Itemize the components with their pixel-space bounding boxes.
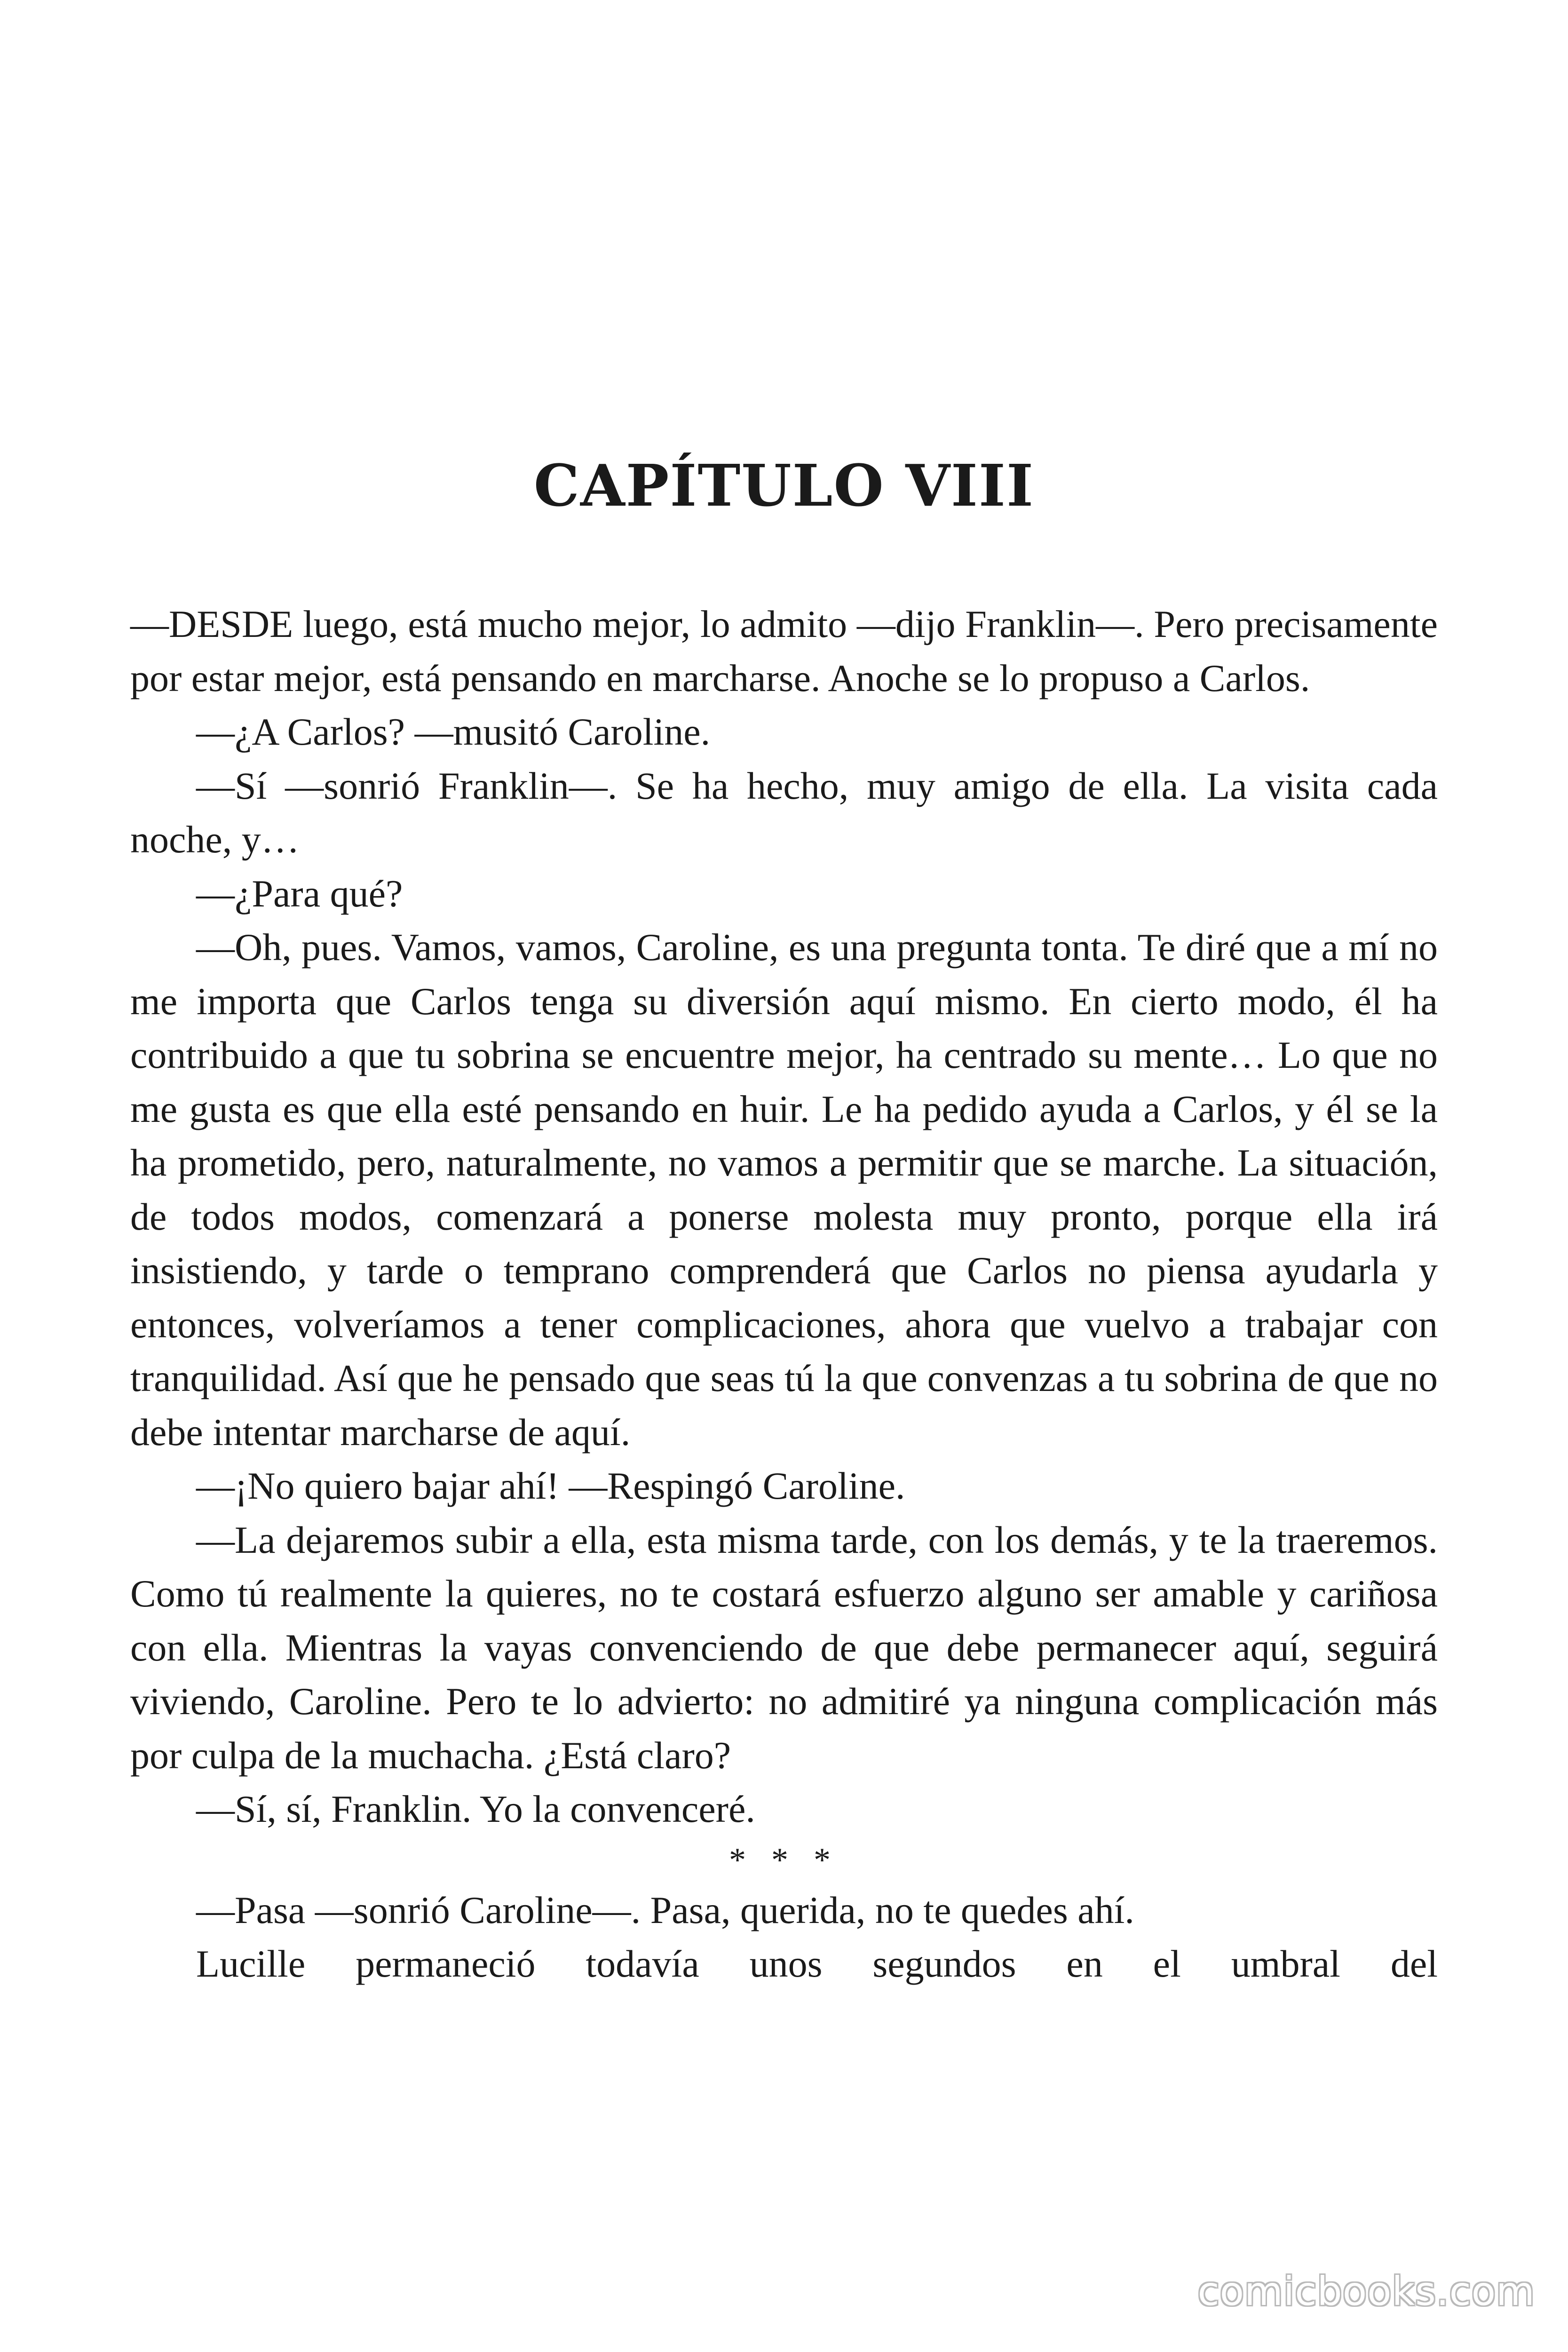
paragraph: —¿A Carlos? —musitó Caroline.	[196, 710, 711, 753]
paragraph: —Pasa —sonrió Caroline—. Pasa, querida, no te quedes ahí.	[196, 1888, 1134, 1931]
paragraph: —Oh, pues. Vamos, vamos, Caroline, es una pregunta tonta. Te diré que a mí no me importa que Carlos tenga su diversión aquí mismo. En cierto modo, él ha contribuido a que tu sobrina se encuentre mejor, ha centrado su mente… Lo que no me gusta es que ella esté pensando en huir. Le ha pedido ayuda a Carlos, y él se la ha prometido, pero, naturalmente, no vamos a permitir que se marche. La situación, de todos modos, comenzará a ponerse molesta muy pronto, porque ella irá insistiendo, y tarde o temprano comprenderá que Carlos no piensa ayudarla y entonces, volveríamos a tener complicaciones, ahora que vuelvo a trabajar con tranquilidad. Así que he pensado que seas tú la que convenzas a tu sobrina de que no debe intentar marcharse de aquí.	[130, 926, 1438, 1454]
chapter-body	[130, 597, 1438, 1991]
paragraph: Lucille permaneció todavía unos segundos en el umbral del	[196, 1942, 1438, 1985]
chapter-title: CAPÍTULO VIII	[533, 452, 1035, 519]
paragraph: —DESDE luego, está mucho mejor, lo admito —dijo Franklin—. Pero precisamente por estar mejor, está pensando en marcharse. Anoche se lo propuso a Carlos.	[130, 603, 1438, 699]
paragraph: —¿Para qué?	[196, 872, 403, 915]
paragraph: —La dejaremos subir a ella, esta misma tarde, con los demás, y te la traeremos. Como tú realmente la quieres, no te costará esfuerzo alguno ser amable y cariñosa con ella. Mientras la vayas convenciendo de que debe permanecer aquí, seguirá viviendo, Caroline. Pero te lo advierto: no admitiré ya ninguna complicación más por culpa de la muchacha. ¿Está claro?	[130, 1518, 1438, 1777]
paragraph: —Sí —sonrió Franklin—. Se ha hecho, muy amigo de ella. La visita cada noche, y…	[130, 764, 1438, 861]
paragraph: —Sí, sí, Franklin. Yo la convenceré.	[196, 1788, 755, 1830]
watermark-text: comicbooks.com	[1197, 2268, 1535, 2314]
scene-break: * * *	[729, 1841, 839, 1879]
paragraph: —¡No quiero bajar ahí! —Respingó Caroline.	[196, 1464, 905, 1507]
